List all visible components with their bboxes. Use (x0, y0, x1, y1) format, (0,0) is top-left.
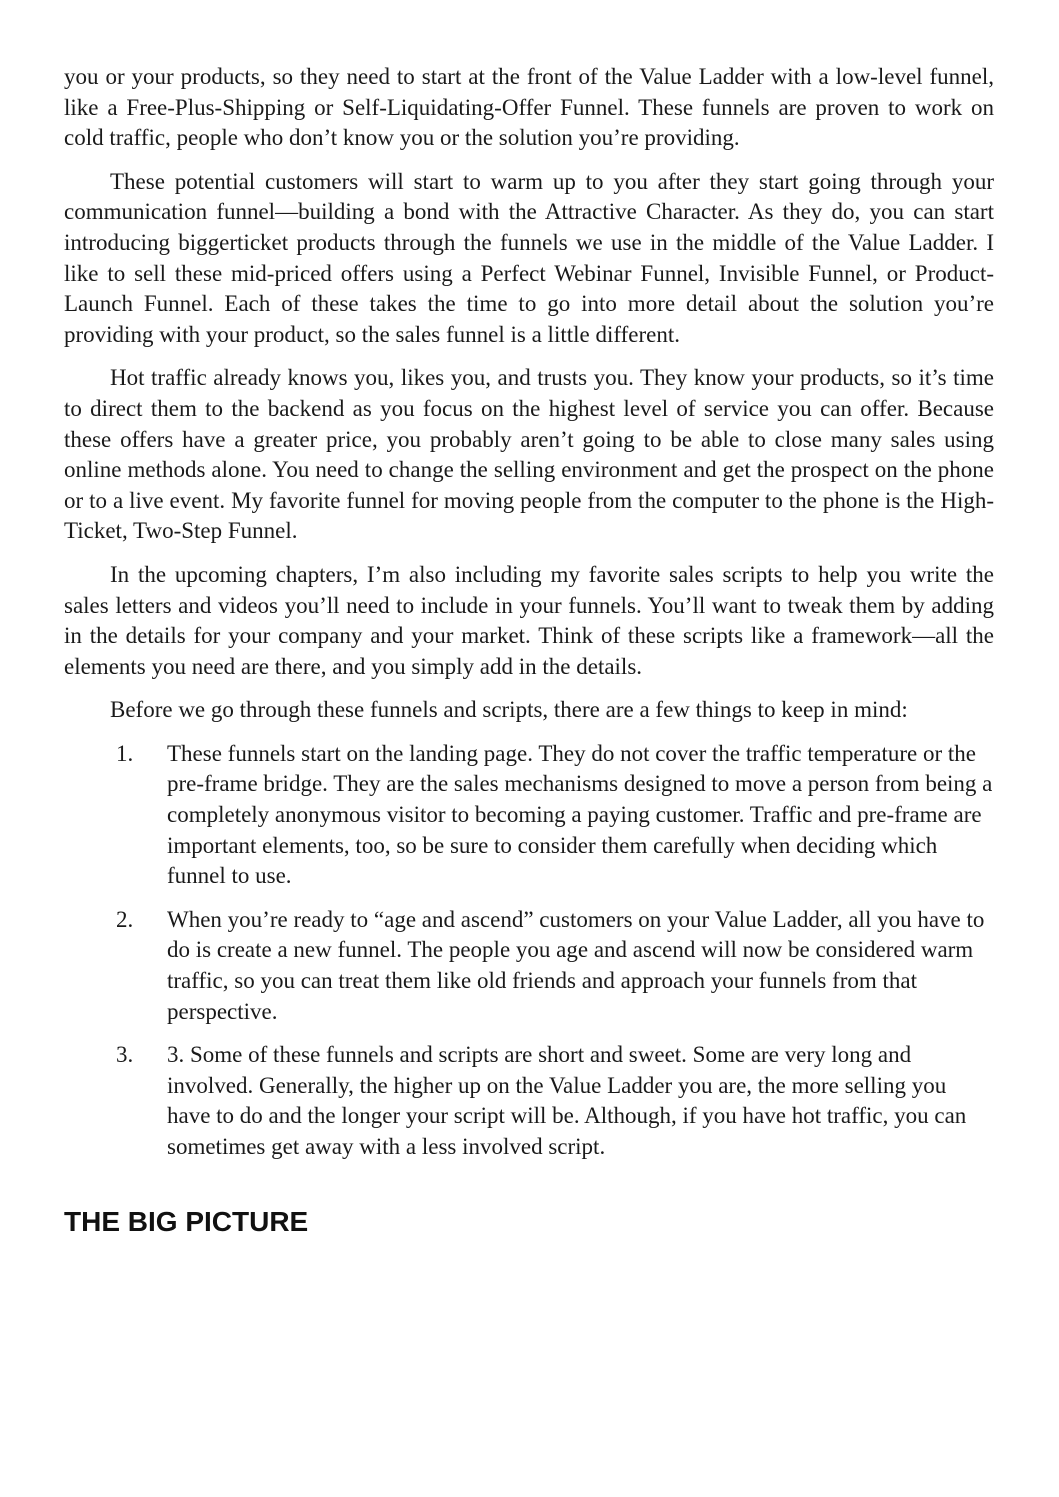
section-heading: THE BIG PICTURE (64, 1205, 309, 1237)
paragraph-hot-traffic: Hot traffic already knows you, likes you, and trusts you. They know your products, so it’s time to direct them to the backend as you focus on the highest level of service you can offer. Because these offers have a greater price, you probably aren’t going to be able to close many sales using online methods alone. You need to change the selling environment and get the prospect on the phone or to a live event. My favorite funnel for moving people from the computer to the phone is the High-Ticket, Two-Step Funnel. (64, 365, 994, 544)
list-item-text: These funnels start on the landing page. They do not cover the traffic temperature or the pre-frame bridge. They are the sales mechanisms designed to move a person from being a completely anonymous visitor to becoming a paying customer. Traffic and pre-frame are important elements, too, so be sure to consider them carefully when deciding which funnel to use. (167, 740, 993, 889)
list-item-number: 2. (116, 906, 134, 932)
paragraph-warm-traffic: These potential customers will start to warm up to you after they start going through your communication funnel—building a bond with the Attractive Character. As they do, you can start introducing biggerticket products through the funnels we use in the middle of the Value Ladder. I like to sell these mid-priced offers using a Perfect Webinar Funnel, Invisible Funnel, or Product-Launch Funnel. Each of these takes the time to go into more detail about the solution you’re providing with your product, so the sales funnel is a little different. (64, 168, 994, 347)
paragraph-continuation: you or your products, so they need to start at the front of the Value Ladder with a low-level funnel, like a Free-Plus-Shipping or Self-Liquidating-Offer Funnel. These funnels are proven to work on cold traffic, people who don’t know you or the solution you’re providing. (64, 64, 994, 151)
numbered-list (64, 739, 994, 1163)
paragraph-before-funnels: Before we go through these funnels and scripts, there are a few things to keep in mind: (110, 697, 908, 723)
list-item-text: When you’re ready to “age and ascend” customers on your Value Ladder, all you have to do is create a new funnel. The people you age and ascend will now be considered warm traffic, so you can treat them like old friends and approach your funnels from that perspective. (167, 906, 985, 1024)
document-page (64, 62, 994, 1239)
list-item-number: 3. (116, 1042, 134, 1068)
list-item (64, 905, 994, 1027)
list-item-number: 1. (116, 740, 134, 766)
list-item (64, 739, 994, 892)
list-item-text: 3. Some of these funnels and scripts are short and sweet. Some are very long and involved. Generally, the higher up on the Value Ladder you are, the more selling you have to do and the longer your script will be. Although, if you have hot traffic, you can sometimes get away with a less involved script. (167, 1042, 967, 1159)
list-item (64, 1040, 994, 1162)
paragraph-sales-scripts: In the upcoming chapters, I’m also including my favorite sales scripts to help you write the sales letters and videos you’ll need to include in your funnels. You’ll want to tweak them by adding in the details for your company and your market. Think of these scripts like a framework—all the elements you need are there, and you simply add in the details. (64, 561, 994, 679)
